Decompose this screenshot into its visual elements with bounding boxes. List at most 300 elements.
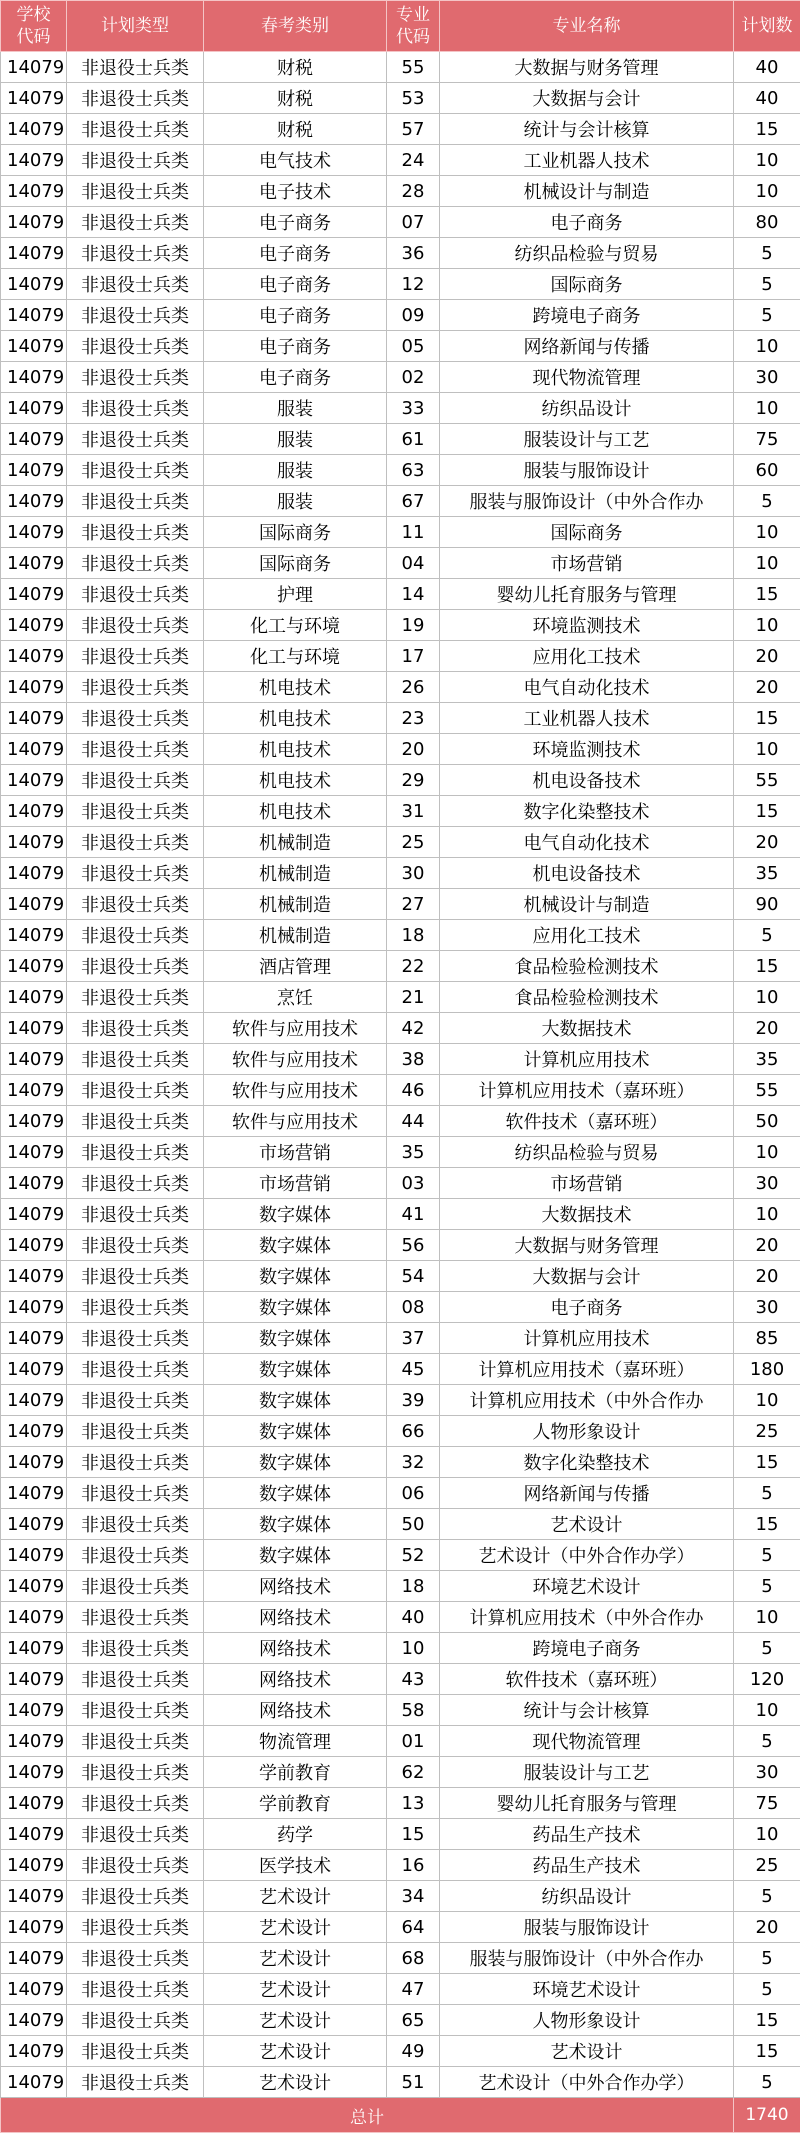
- plan-type-cell: 非退役士兵类: [67, 1726, 204, 1757]
- exam-category-cell: 市场营销: [204, 1137, 387, 1168]
- exam-category-cell: 数字媒体: [204, 1292, 387, 1323]
- exam-category-cell: 机电技术: [204, 796, 387, 827]
- table-row: [1, 1602, 800, 1633]
- major-name-cell: 环境艺术设计: [440, 1571, 734, 1602]
- school-code-cell: 14079: [1, 1230, 67, 1261]
- major-code-cell: 56: [387, 1230, 440, 1261]
- plan-count-cell: 15: [734, 1509, 800, 1540]
- school-code-cell: 14079: [1, 858, 67, 889]
- major-name-cell: 机械设计与制造: [440, 176, 734, 207]
- major-code-cell: 30: [387, 858, 440, 889]
- plan-type-cell: 非退役士兵类: [67, 1819, 204, 1850]
- plan-type-cell: 非退役士兵类: [67, 796, 204, 827]
- plan-type-cell: 非退役士兵类: [67, 83, 204, 114]
- major-name-cell: 计算机应用技术: [440, 1044, 734, 1075]
- plan-count-cell: 120: [734, 1664, 800, 1695]
- plan-count-cell: 10: [734, 1385, 800, 1416]
- table-row: [1, 672, 800, 703]
- major-code-cell: 64: [387, 1912, 440, 1943]
- school-code-cell: 14079: [1, 765, 67, 796]
- plan-type-cell: 非退役士兵类: [67, 1416, 204, 1447]
- table-row: [1, 362, 800, 393]
- exam-category-cell: 艺术设计: [204, 2067, 387, 2098]
- major-name-cell: 机电设备技术: [440, 765, 734, 796]
- plan-count-cell: 25: [734, 1416, 800, 1447]
- school-code-cell: 14079: [1, 889, 67, 920]
- major-code-cell: 39: [387, 1385, 440, 1416]
- plan-type-cell: 非退役士兵类: [67, 393, 204, 424]
- table-row: [1, 889, 800, 920]
- plan-type-cell: 非退役士兵类: [67, 1385, 204, 1416]
- plan-type-cell: 非退役士兵类: [67, 765, 204, 796]
- major-code-cell: 65: [387, 2005, 440, 2036]
- table-row: [1, 1137, 800, 1168]
- exam-category-cell: 学前教育: [204, 1788, 387, 1819]
- exam-category-cell: 电气技术: [204, 145, 387, 176]
- plan-type-cell: 非退役士兵类: [67, 1850, 204, 1881]
- header-major-name: 专业名称: [440, 1, 734, 52]
- school-code-cell: 14079: [1, 1540, 67, 1571]
- plan-count-cell: 10: [734, 610, 800, 641]
- plan-type-cell: 非退役士兵类: [67, 486, 204, 517]
- plan-type-cell: 非退役士兵类: [67, 1106, 204, 1137]
- exam-category-cell: 国际商务: [204, 548, 387, 579]
- school-code-cell: 14079: [1, 610, 67, 641]
- major-name-cell: 人物形象设计: [440, 2005, 734, 2036]
- major-name-cell: 环境艺术设计: [440, 1974, 734, 2005]
- table-row: [1, 1509, 800, 1540]
- plan-type-cell: 非退役士兵类: [67, 269, 204, 300]
- plan-type-cell: 非退役士兵类: [67, 548, 204, 579]
- exam-category-cell: 电子技术: [204, 176, 387, 207]
- major-name-cell: 大数据技术: [440, 1013, 734, 1044]
- plan-type-cell: 非退役士兵类: [67, 858, 204, 889]
- school-code-cell: 14079: [1, 1757, 67, 1788]
- plan-type-cell: 非退役士兵类: [67, 1540, 204, 1571]
- exam-category-cell: 网络技术: [204, 1571, 387, 1602]
- plan-type-cell: 非退役士兵类: [67, 889, 204, 920]
- school-code-cell: 14079: [1, 1292, 67, 1323]
- plan-type-cell: 非退役士兵类: [67, 1602, 204, 1633]
- exam-category-cell: 服装: [204, 393, 387, 424]
- school-code-cell: 14079: [1, 1633, 67, 1664]
- exam-category-cell: 网络技术: [204, 1695, 387, 1726]
- major-code-cell: 54: [387, 1261, 440, 1292]
- major-name-cell: 机电设备技术: [440, 858, 734, 889]
- major-code-cell: 36: [387, 238, 440, 269]
- table-row: [1, 765, 800, 796]
- plan-count-cell: 50: [734, 1106, 800, 1137]
- plan-type-cell: 非退役士兵类: [67, 734, 204, 765]
- major-name-cell: 艺术设计（中外合作办学）: [440, 1540, 734, 1571]
- major-code-cell: 01: [387, 1726, 440, 1757]
- school-code-cell: 14079: [1, 114, 67, 145]
- plan-type-cell: 非退役士兵类: [67, 1137, 204, 1168]
- plan-count-cell: 5: [734, 2067, 800, 2098]
- plan-type-cell: 非退役士兵类: [67, 1478, 204, 1509]
- exam-category-cell: 医学技术: [204, 1850, 387, 1881]
- table-row: [1, 145, 800, 176]
- exam-category-cell: 软件与应用技术: [204, 1106, 387, 1137]
- exam-category-cell: 机械制造: [204, 889, 387, 920]
- major-code-cell: 04: [387, 548, 440, 579]
- major-code-cell: 25: [387, 827, 440, 858]
- school-code-cell: 14079: [1, 1943, 67, 1974]
- plan-type-cell: 非退役士兵类: [67, 1261, 204, 1292]
- header-plan-type: 计划类型: [67, 1, 204, 52]
- table-row: [1, 1075, 800, 1106]
- table-row: [1, 1943, 800, 1974]
- school-code-cell: 14079: [1, 1261, 67, 1292]
- plan-count-cell: 180: [734, 1354, 800, 1385]
- plan-type-cell: 非退役士兵类: [67, 238, 204, 269]
- major-name-cell: 市场营销: [440, 1168, 734, 1199]
- major-code-cell: 09: [387, 300, 440, 331]
- school-code-cell: 14079: [1, 1013, 67, 1044]
- plan-count-cell: 10: [734, 982, 800, 1013]
- exam-category-cell: 机械制造: [204, 858, 387, 889]
- plan-count-cell: 10: [734, 734, 800, 765]
- major-name-cell: 食品检验检测技术: [440, 951, 734, 982]
- exam-category-cell: 化工与环境: [204, 610, 387, 641]
- major-code-cell: 20: [387, 734, 440, 765]
- exam-category-cell: 酒店管理: [204, 951, 387, 982]
- exam-category-cell: 护理: [204, 579, 387, 610]
- table-row: [1, 579, 800, 610]
- major-code-cell: 22: [387, 951, 440, 982]
- major-name-cell: 服装设计与工艺: [440, 424, 734, 455]
- plan-count-cell: 20: [734, 1912, 800, 1943]
- exam-category-cell: 电子商务: [204, 362, 387, 393]
- table-row: [1, 1540, 800, 1571]
- plan-type-cell: 非退役士兵类: [67, 1788, 204, 1819]
- school-code-cell: 14079: [1, 1912, 67, 1943]
- plan-type-cell: 非退役士兵类: [67, 176, 204, 207]
- exam-category-cell: 艺术设计: [204, 1974, 387, 2005]
- major-name-cell: 机械设计与制造: [440, 889, 734, 920]
- table-row: [1, 796, 800, 827]
- exam-category-cell: 电子商务: [204, 300, 387, 331]
- plan-type-cell: 非退役士兵类: [67, 1912, 204, 1943]
- plan-count-cell: 20: [734, 641, 800, 672]
- major-code-cell: 06: [387, 1478, 440, 1509]
- major-name-cell: 大数据与财务管理: [440, 52, 734, 83]
- plan-type-cell: 非退役士兵类: [67, 1292, 204, 1323]
- exam-category-cell: 数字媒体: [204, 1540, 387, 1571]
- plan-type-cell: 非退役士兵类: [67, 1044, 204, 1075]
- exam-category-cell: 网络技术: [204, 1602, 387, 1633]
- exam-category-cell: 数字媒体: [204, 1323, 387, 1354]
- plan-count-cell: 5: [734, 1633, 800, 1664]
- plan-count-cell: 15: [734, 951, 800, 982]
- plan-type-cell: 非退役士兵类: [67, 920, 204, 951]
- major-name-cell: 网络新闻与传播: [440, 331, 734, 362]
- major-name-cell: 电子商务: [440, 1292, 734, 1323]
- plan-type-cell: 非退役士兵类: [67, 1695, 204, 1726]
- school-code-cell: 14079: [1, 300, 67, 331]
- major-name-cell: 统计与会计核算: [440, 1695, 734, 1726]
- plan-count-cell: 15: [734, 2036, 800, 2067]
- plan-type-cell: 非退役士兵类: [67, 610, 204, 641]
- school-code-cell: 14079: [1, 796, 67, 827]
- table-row: [1, 610, 800, 641]
- plan-type-cell: 非退役士兵类: [67, 1757, 204, 1788]
- plan-count-cell: 5: [734, 269, 800, 300]
- plan-count-cell: 85: [734, 1323, 800, 1354]
- table-row: [1, 1974, 800, 2005]
- major-code-cell: 49: [387, 2036, 440, 2067]
- major-code-cell: 27: [387, 889, 440, 920]
- plan-type-cell: 非退役士兵类: [67, 2067, 204, 2098]
- major-name-cell: 大数据与财务管理: [440, 1230, 734, 1261]
- plan-type-cell: 非退役士兵类: [67, 827, 204, 858]
- plan-count-cell: 20: [734, 827, 800, 858]
- major-code-cell: 44: [387, 1106, 440, 1137]
- plan-count-cell: 30: [734, 1168, 800, 1199]
- plan-count-cell: 5: [734, 486, 800, 517]
- school-code-cell: 14079: [1, 1354, 67, 1385]
- major-name-cell: 计算机应用技术（中外合作办: [440, 1385, 734, 1416]
- major-name-cell: 计算机应用技术（嘉环班）: [440, 1354, 734, 1385]
- table-body: [1, 52, 800, 2098]
- school-code-cell: 14079: [1, 920, 67, 951]
- header-school-code: 学校 代码: [1, 1, 67, 52]
- school-code-cell: 14079: [1, 1323, 67, 1354]
- plan-type-cell: 非退役士兵类: [67, 1509, 204, 1540]
- plan-type-cell: 非退役士兵类: [67, 1199, 204, 1230]
- school-code-cell: 14079: [1, 1602, 67, 1633]
- exam-category-cell: 机械制造: [204, 827, 387, 858]
- major-code-cell: 11: [387, 517, 440, 548]
- plan-count-cell: 15: [734, 703, 800, 734]
- major-code-cell: 16: [387, 1850, 440, 1881]
- major-code-cell: 50: [387, 1509, 440, 1540]
- major-name-cell: 电气自动化技术: [440, 827, 734, 858]
- table-row: [1, 858, 800, 889]
- plan-count-cell: 20: [734, 1230, 800, 1261]
- plan-count-cell: 75: [734, 1788, 800, 1819]
- plan-count-cell: 10: [734, 176, 800, 207]
- major-code-cell: 58: [387, 1695, 440, 1726]
- plan-count-cell: 10: [734, 517, 800, 548]
- exam-category-cell: 服装: [204, 455, 387, 486]
- exam-category-cell: 电子商务: [204, 331, 387, 362]
- major-code-cell: 31: [387, 796, 440, 827]
- plan-count-cell: 10: [734, 331, 800, 362]
- table-row: [1, 238, 800, 269]
- major-code-cell: 05: [387, 331, 440, 362]
- major-name-cell: 服装与服饰设计: [440, 455, 734, 486]
- major-code-cell: 12: [387, 269, 440, 300]
- exam-category-cell: 艺术设计: [204, 1912, 387, 1943]
- school-code-cell: 14079: [1, 1571, 67, 1602]
- plan-type-cell: 非退役士兵类: [67, 2036, 204, 2067]
- major-code-cell: 18: [387, 920, 440, 951]
- school-code-cell: 14079: [1, 1416, 67, 1447]
- major-name-cell: 婴幼儿托育服务与管理: [440, 579, 734, 610]
- major-name-cell: 药品生产技术: [440, 1850, 734, 1881]
- plan-type-cell: 非退役士兵类: [67, 1571, 204, 1602]
- school-code-cell: 14079: [1, 486, 67, 517]
- major-name-cell: 计算机应用技术（嘉环班）: [440, 1075, 734, 1106]
- table-row: [1, 920, 800, 951]
- table-row: [1, 52, 800, 83]
- major-name-cell: 大数据与会计: [440, 83, 734, 114]
- table-row: [1, 393, 800, 424]
- table-row: [1, 300, 800, 331]
- table-row: [1, 424, 800, 455]
- table-row: [1, 982, 800, 1013]
- plan-count-cell: 10: [734, 1695, 800, 1726]
- header-major-code: 专业 代码: [387, 1, 440, 52]
- major-code-cell: 13: [387, 1788, 440, 1819]
- plan-count-cell: 25: [734, 1850, 800, 1881]
- major-name-cell: 国际商务: [440, 517, 734, 548]
- table-row: [1, 1323, 800, 1354]
- plan-count-cell: 10: [734, 1819, 800, 1850]
- table-row: [1, 2036, 800, 2067]
- major-name-cell: 应用化工技术: [440, 920, 734, 951]
- exam-category-cell: 服装: [204, 424, 387, 455]
- major-code-cell: 07: [387, 207, 440, 238]
- plan-type-cell: 非退役士兵类: [67, 1447, 204, 1478]
- exam-category-cell: 数字媒体: [204, 1261, 387, 1292]
- school-code-cell: 14079: [1, 331, 67, 362]
- school-code-cell: 14079: [1, 52, 67, 83]
- table-row: [1, 734, 800, 765]
- major-code-cell: 62: [387, 1757, 440, 1788]
- major-code-cell: 66: [387, 1416, 440, 1447]
- plan-count-cell: 5: [734, 1881, 800, 1912]
- major-name-cell: 跨境电子商务: [440, 300, 734, 331]
- plan-type-cell: 非退役士兵类: [67, 2005, 204, 2036]
- plan-type-cell: 非退役士兵类: [67, 1633, 204, 1664]
- school-code-cell: 14079: [1, 2005, 67, 2036]
- major-code-cell: 10: [387, 1633, 440, 1664]
- major-name-cell: 人物形象设计: [440, 1416, 734, 1447]
- exam-category-cell: 电子商务: [204, 238, 387, 269]
- major-name-cell: 统计与会计核算: [440, 114, 734, 145]
- plan-count-cell: 55: [734, 765, 800, 796]
- school-code-cell: 14079: [1, 1199, 67, 1230]
- plan-count-cell: 20: [734, 1013, 800, 1044]
- exam-category-cell: 学前教育: [204, 1757, 387, 1788]
- major-name-cell: 食品检验检测技术: [440, 982, 734, 1013]
- exam-category-cell: 药学: [204, 1819, 387, 1850]
- exam-category-cell: 机械制造: [204, 920, 387, 951]
- exam-category-cell: 数字媒体: [204, 1478, 387, 1509]
- school-code-cell: 14079: [1, 827, 67, 858]
- major-name-cell: 艺术设计: [440, 1509, 734, 1540]
- major-code-cell: 08: [387, 1292, 440, 1323]
- major-code-cell: 26: [387, 672, 440, 703]
- exam-category-cell: 财税: [204, 83, 387, 114]
- major-code-cell: 40: [387, 1602, 440, 1633]
- table-row: [1, 1168, 800, 1199]
- major-name-cell: 工业机器人技术: [440, 145, 734, 176]
- plan-count-cell: 5: [734, 1943, 800, 1974]
- plan-type-cell: 非退役士兵类: [67, 331, 204, 362]
- table-row: [1, 1478, 800, 1509]
- plan-count-cell: 30: [734, 1292, 800, 1323]
- major-code-cell: 24: [387, 145, 440, 176]
- school-code-cell: 14079: [1, 1168, 67, 1199]
- major-code-cell: 57: [387, 114, 440, 145]
- school-code-cell: 14079: [1, 703, 67, 734]
- exam-category-cell: 网络技术: [204, 1633, 387, 1664]
- plan-count-cell: 15: [734, 2005, 800, 2036]
- table-row: [1, 207, 800, 238]
- school-code-cell: 14079: [1, 269, 67, 300]
- plan-type-cell: 非退役士兵类: [67, 1013, 204, 1044]
- exam-category-cell: 烹饪: [204, 982, 387, 1013]
- table-row: [1, 1819, 800, 1850]
- school-code-cell: 14079: [1, 455, 67, 486]
- plan-type-cell: 非退役士兵类: [67, 1881, 204, 1912]
- major-code-cell: 23: [387, 703, 440, 734]
- plan-type-cell: 非退役士兵类: [67, 1354, 204, 1385]
- major-code-cell: 38: [387, 1044, 440, 1075]
- major-code-cell: 45: [387, 1354, 440, 1385]
- plan-type-cell: 非退役士兵类: [67, 1943, 204, 1974]
- major-code-cell: 28: [387, 176, 440, 207]
- table-row: [1, 1664, 800, 1695]
- table-row: [1, 1044, 800, 1075]
- exam-category-cell: 网络技术: [204, 1664, 387, 1695]
- major-code-cell: 41: [387, 1199, 440, 1230]
- table-row: [1, 1106, 800, 1137]
- plan-type-cell: 非退役士兵类: [67, 424, 204, 455]
- plan-type-cell: 非退役士兵类: [67, 52, 204, 83]
- table-row: [1, 1726, 800, 1757]
- plan-count-cell: 10: [734, 1602, 800, 1633]
- school-code-cell: 14079: [1, 2067, 67, 2098]
- plan-type-cell: 非退役士兵类: [67, 1230, 204, 1261]
- plan-type-cell: 非退役士兵类: [67, 951, 204, 982]
- table-row: [1, 1385, 800, 1416]
- plan-type-cell: 非退役士兵类: [67, 1974, 204, 2005]
- school-code-cell: 14079: [1, 1106, 67, 1137]
- header-plan-count: 计划数: [734, 1, 800, 52]
- major-code-cell: 35: [387, 1137, 440, 1168]
- major-code-cell: 21: [387, 982, 440, 1013]
- major-code-cell: 55: [387, 52, 440, 83]
- exam-category-cell: 电子商务: [204, 269, 387, 300]
- table-row: [1, 1912, 800, 1943]
- table-row: [1, 1633, 800, 1664]
- school-code-cell: 14079: [1, 548, 67, 579]
- table-row: [1, 1199, 800, 1230]
- school-code-cell: 14079: [1, 1044, 67, 1075]
- plan-count-cell: 15: [734, 1447, 800, 1478]
- major-name-cell: 服装设计与工艺: [440, 1757, 734, 1788]
- exam-category-cell: 机电技术: [204, 672, 387, 703]
- table-row: [1, 176, 800, 207]
- school-code-cell: 14079: [1, 1726, 67, 1757]
- major-code-cell: 32: [387, 1447, 440, 1478]
- major-code-cell: 51: [387, 2067, 440, 2098]
- exam-category-cell: 软件与应用技术: [204, 1075, 387, 1106]
- school-code-cell: 14079: [1, 1664, 67, 1695]
- major-code-cell: 53: [387, 83, 440, 114]
- school-code-cell: 14079: [1, 2036, 67, 2067]
- major-code-cell: 61: [387, 424, 440, 455]
- exam-category-cell: 软件与应用技术: [204, 1013, 387, 1044]
- plan-type-cell: 非退役士兵类: [67, 145, 204, 176]
- plan-count-cell: 15: [734, 114, 800, 145]
- plan-count-cell: 55: [734, 1075, 800, 1106]
- plan-type-cell: 非退役士兵类: [67, 1664, 204, 1695]
